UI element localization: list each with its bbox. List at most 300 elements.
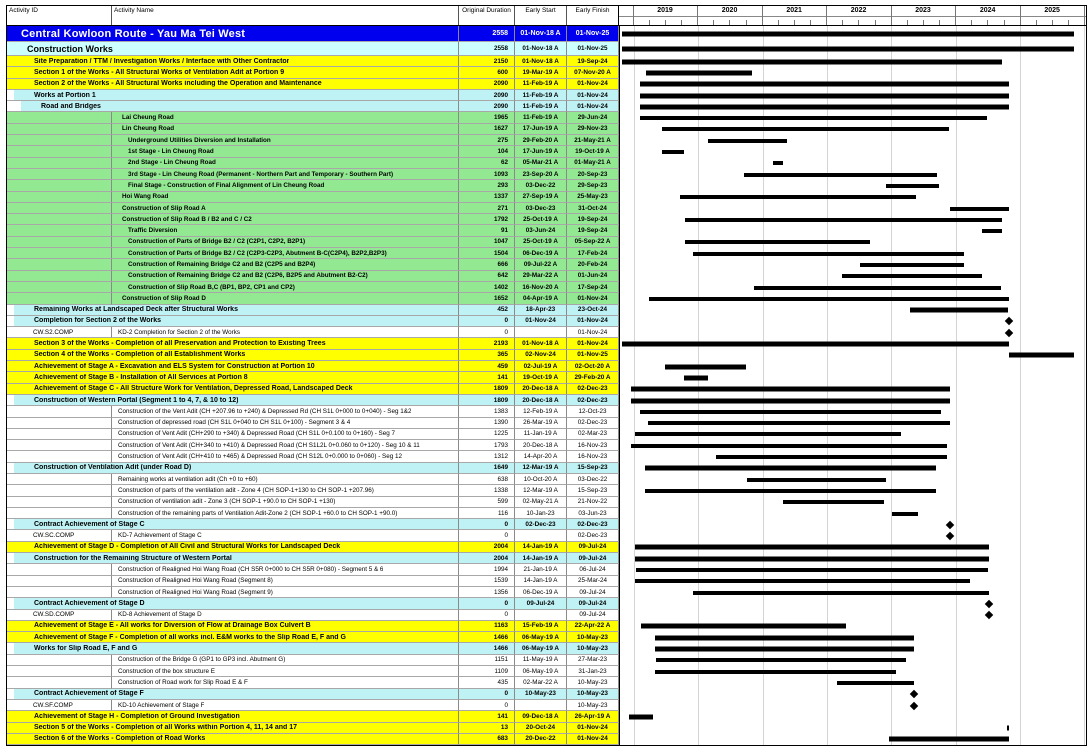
gantt-chart-cell <box>619 350 1086 361</box>
duration-cell: 293 <box>459 180 515 191</box>
early-finish-cell: 01-Nov-24 <box>567 723 619 734</box>
duration-cell: 1965 <box>459 112 515 123</box>
early-start-cell: 06-Dec-19 A <box>515 248 567 259</box>
table-header <box>7 6 1086 26</box>
gantt-row <box>7 598 1086 609</box>
activity-id-cell <box>7 576 112 587</box>
gantt-bar <box>635 556 989 561</box>
activity-band-cell <box>7 305 459 316</box>
activity-name: Construction Works <box>27 43 113 54</box>
activity-band-cell <box>7 384 459 395</box>
early-finish-cell: 09-Jul-24 <box>567 598 619 609</box>
duration-cell: 0 <box>459 700 515 711</box>
duration-cell: 0 <box>459 327 515 338</box>
early-start-cell: 01-Nov-18 A <box>515 56 567 67</box>
early-start-cell: 02-Jul-19 A <box>515 361 567 372</box>
duration-cell: 2150 <box>459 56 515 67</box>
gantt-chart-cell <box>619 632 1086 643</box>
gantt-chart-cell <box>619 576 1086 587</box>
early-finish-cell: 29-Feb-20 A <box>567 372 619 383</box>
early-finish-cell: 19-Sep-24 <box>567 56 619 67</box>
gantt-bar <box>645 466 936 471</box>
duration-cell: 1338 <box>459 485 515 496</box>
early-finish-cell: 01-Nov-25 <box>567 26 619 42</box>
duration-cell: 13 <box>459 723 515 734</box>
gantt-row <box>7 56 1086 67</box>
gantt-chart-cell <box>619 67 1086 78</box>
early-start-cell: 18-Apr-23 <box>515 305 567 316</box>
activity-name-cell <box>112 508 459 519</box>
early-finish-cell: 01-Nov-24 <box>567 327 619 338</box>
gantt-chart-cell <box>619 203 1086 214</box>
gantt-row <box>7 429 1086 440</box>
activity-name: Construction of the Vent Adit (CH +207.96 to +240) & Depressed Rd (CH S1L 0+000 to 0+040) - Seg 1&2 <box>118 407 412 415</box>
duration-cell: 1793 <box>459 440 515 451</box>
early-finish-cell: 15-Sep-23 <box>567 463 619 474</box>
duration-cell: 666 <box>459 259 515 270</box>
gantt-row <box>7 474 1086 485</box>
duration-cell: 1994 <box>459 564 515 575</box>
duration-cell: 1649 <box>459 463 515 474</box>
activity-name: Section 1 of the Works - All Structural Works of Ventilation Adit at Portion 9 <box>34 68 285 76</box>
duration-cell: 600 <box>459 67 515 78</box>
activity-name-cell <box>112 293 459 304</box>
activity-name-cell <box>112 474 459 485</box>
gantt-bar <box>1007 726 1009 731</box>
activity-id-cell <box>7 474 112 485</box>
activity-name: Lai Cheung Road <box>122 114 174 122</box>
quarter-tick <box>875 20 876 25</box>
gantt-bar <box>631 387 950 392</box>
gantt-chart-cell <box>619 112 1086 123</box>
early-finish-cell: 17-Feb-24 <box>567 248 619 259</box>
early-start-cell: 25-Oct-19 A <box>515 214 567 225</box>
gantt-chart-cell <box>619 666 1086 677</box>
duration-cell: 141 <box>459 711 515 722</box>
gantt-row <box>7 508 1086 519</box>
early-start-cell: 11-Feb-19 A <box>515 112 567 123</box>
activity-name: Contract Achievement of Stage C <box>34 520 145 528</box>
gantt-row <box>7 485 1086 496</box>
early-finish-cell: 21-May-21 A <box>567 135 619 146</box>
gantt-chart-cell <box>619 214 1086 225</box>
gantt-chart-cell <box>619 508 1086 519</box>
early-start-cell: 20-Oct-24 <box>515 723 567 734</box>
early-start-cell: 01-Nov-18 A <box>515 338 567 349</box>
activity-name: Contract Achievement of Stage D <box>34 599 145 607</box>
duration-cell: 1809 <box>459 395 515 406</box>
duration-cell: 638 <box>459 474 515 485</box>
early-start-cell: 15-Feb-19 A <box>515 621 567 632</box>
duration-cell: 1047 <box>459 237 515 248</box>
early-finish-cell: 19-Sep-24 <box>567 225 619 236</box>
gantt-chart-cell <box>619 124 1086 135</box>
duration-cell: 1093 <box>459 169 515 180</box>
activity-name: 1st Stage - Lin Cheung Road <box>128 148 214 156</box>
gantt-chart-cell <box>619 530 1086 541</box>
activity-name: KD-10 Achievement of Stage F <box>118 701 205 709</box>
gantt-chart-cell <box>619 56 1086 67</box>
gantt-chart-cell <box>619 723 1086 734</box>
activity-name: Construction of the remaining parts of Ventilation Adit-Zone 2 (CH SOP-1 +60.0 to CH SOP-1 +90.0) <box>118 509 398 517</box>
gantt-bar <box>640 82 1009 87</box>
early-start-cell <box>515 610 567 621</box>
duration-cell: 0 <box>459 316 515 327</box>
year-label: 2020 <box>721 7 738 14</box>
column-header-label: Early Start <box>525 7 556 14</box>
early-finish-cell: 03-Dec-22 <box>567 474 619 485</box>
activity-name: Works for Slip Road E, F and G <box>34 645 138 653</box>
activity-name-cell <box>112 406 459 417</box>
milestone-diamond <box>946 521 954 529</box>
gantt-bar <box>622 342 1009 347</box>
timeline-header-divider <box>619 16 1086 17</box>
activity-name: KD-7 Achievement of Stage C <box>118 532 202 540</box>
gantt-chart-cell <box>619 553 1086 564</box>
gantt-row <box>7 666 1086 677</box>
early-finish-cell: 02-Oct-20 A <box>567 361 619 372</box>
gantt-bar <box>649 297 1009 301</box>
duration-cell: 141 <box>459 372 515 383</box>
activity-name-cell <box>112 677 459 688</box>
activity-name-cell <box>112 112 459 123</box>
activity-band-cell <box>7 598 459 609</box>
duration-cell: 1539 <box>459 576 515 587</box>
column-header-original-duration <box>459 6 515 25</box>
quarter-tick <box>923 20 924 25</box>
gantt-row <box>7 338 1086 349</box>
duration-cell: 452 <box>459 305 515 316</box>
quarter-tick <box>649 20 650 25</box>
activity-name: Section 5 of the Works - Completion of all Works within Portion 4, 11, 14 and 17 <box>34 724 298 732</box>
activity-name-cell <box>112 259 459 270</box>
early-finish-cell: 01-Nov-24 <box>567 101 619 112</box>
activity-band-cell <box>7 338 459 349</box>
activity-name-cell <box>112 135 459 146</box>
column-header-early-finish <box>567 6 619 25</box>
column-header-activity-name <box>112 6 459 25</box>
activity-name: Section 3 of the Works - Completion of all Preservation and Protection to Existing Trees <box>34 340 326 348</box>
gantt-row <box>7 146 1086 157</box>
activity-name: Achievement of Stage A - Excavation and ELS System for Construction at Portion 10 <box>34 362 315 370</box>
gantt-row <box>7 384 1086 395</box>
early-finish-cell: 02-Dec-23 <box>567 530 619 541</box>
year-label: 2023 <box>915 7 931 14</box>
milestone-diamond <box>985 600 993 608</box>
gantt-row <box>7 26 1086 42</box>
activity-name: Construction of Remaining Bridge C2 and B2 (C2P5 and B2P4) <box>128 260 316 268</box>
duration-cell: 0 <box>459 519 515 530</box>
gantt-bar <box>662 127 949 131</box>
gantt-chart-cell <box>619 655 1086 666</box>
activity-name-cell <box>112 666 459 677</box>
column-header-early-start <box>515 6 567 25</box>
duration-cell: 1109 <box>459 666 515 677</box>
gantt-bar <box>685 218 1001 222</box>
gantt-row <box>7 203 1086 214</box>
activity-name-cell <box>112 180 459 191</box>
activity-name: Construction of depressed road (CH S1L 0+040 to CH S1L 0+100) - Segment 3 & 4 <box>118 419 351 427</box>
gantt-bar <box>640 410 941 414</box>
milestone-diamond <box>909 701 917 709</box>
gantt-bar <box>889 737 1009 742</box>
year-label: 2019 <box>657 7 673 14</box>
activity-id-cell <box>7 327 112 338</box>
year-boundary-line <box>697 6 698 25</box>
early-start-cell: 02-Nov-24 <box>515 350 567 361</box>
gantt-bar <box>622 59 1002 64</box>
activity-id-cell <box>7 587 112 598</box>
gantt-row <box>7 248 1086 259</box>
gantt-bar <box>645 489 936 493</box>
gantt-chart-cell <box>619 598 1086 609</box>
activity-name: Final Stage - Construction of Final Alignment of Lin Cheung Road <box>128 181 325 189</box>
activity-band-cell <box>7 79 459 90</box>
early-start-cell: 11-May-19 A <box>515 655 567 666</box>
early-finish-cell: 10-May-23 <box>567 643 619 654</box>
activity-id-cell <box>7 677 112 688</box>
activity-name: Section 2 of the Works - All Structural Works including the Operation and Maintenance <box>34 80 322 88</box>
duration-cell: 642 <box>459 271 515 282</box>
activity-band-cell <box>7 372 459 383</box>
gantt-row <box>7 282 1086 293</box>
activity-name: Construction of Road work for Slip Road E & F <box>118 678 248 686</box>
activity-band-cell <box>7 621 459 632</box>
gantt-chart-cell <box>619 146 1086 157</box>
early-start-cell: 01-Nov-18 A <box>515 26 567 42</box>
early-start-cell: 06-May-19 A <box>515 666 567 677</box>
activity-id-cell <box>7 203 112 214</box>
gantt-chart-cell <box>619 180 1086 191</box>
gantt-chart-cell <box>619 474 1086 485</box>
gantt-chart-cell <box>619 395 1086 406</box>
early-start-cell: 11-Jan-19 A <box>515 429 567 440</box>
column-header-label: Early Finish <box>575 7 610 14</box>
duration-cell: 1337 <box>459 192 515 203</box>
early-start-cell: 01-Nov-18 A <box>515 42 567 56</box>
quarter-tick <box>665 20 666 25</box>
activity-id-cell <box>7 225 112 236</box>
activity-id: CW.S2.COMP <box>33 328 74 336</box>
early-start-cell: 09-Jul-22 A <box>515 259 567 270</box>
activity-name: Achievement of Stage F - Completion of all works incl. E&M works to the Slip Road E, F and G <box>34 633 346 641</box>
activity-name: Traffic Diversion <box>128 227 178 235</box>
gantt-chart-cell <box>619 621 1086 632</box>
early-start-cell: 06-May-19 A <box>515 643 567 654</box>
milestone-diamond <box>1005 329 1013 337</box>
early-start-cell: 12-Mar-19 A <box>515 485 567 496</box>
early-start-cell: 10-Jan-23 <box>515 508 567 519</box>
early-finish-cell: 10-May-23 <box>567 700 619 711</box>
gantt-row <box>7 542 1086 553</box>
duration-cell: 1151 <box>459 655 515 666</box>
duration-cell: 1652 <box>459 293 515 304</box>
gantt-chart-cell <box>619 406 1086 417</box>
gantt-bar <box>744 173 937 177</box>
activity-id-cell <box>7 429 112 440</box>
early-start-cell: 20-Dec-22 <box>515 734 567 745</box>
activity-id-cell <box>7 700 112 711</box>
activity-name: Hoi Wang Road <box>122 193 169 201</box>
early-start-cell: 19-Mar-19 A <box>515 67 567 78</box>
activity-name: KD-8 Achievement of Stage D <box>118 611 202 619</box>
gantt-row <box>7 655 1086 666</box>
activity-id-cell <box>7 192 112 203</box>
gantt-chart-cell <box>619 610 1086 621</box>
early-start-cell: 14-Apr-20 A <box>515 451 567 462</box>
activity-name-cell <box>112 700 459 711</box>
activity-name: Construction of Realigned Hoi Wang Road (Segment 9) <box>118 588 273 596</box>
gantt-bar <box>754 286 1001 290</box>
early-finish-cell: 21-Nov-22 <box>567 497 619 508</box>
gantt-chart-cell <box>619 689 1086 700</box>
gantt-bar <box>693 591 989 595</box>
gantt-row <box>7 553 1086 564</box>
activity-name-cell <box>112 485 459 496</box>
early-finish-cell: 16-Nov-23 <box>567 451 619 462</box>
gantt-row <box>7 259 1086 270</box>
activity-band-cell <box>7 90 459 101</box>
duration-cell: 2558 <box>459 26 515 42</box>
early-finish-cell: 10-May-23 <box>567 632 619 643</box>
year-label: 2022 <box>850 7 867 14</box>
early-start-cell: 11-Feb-19 A <box>515 79 567 90</box>
activity-id: CW.SF.COMP <box>33 701 73 709</box>
gantt-bar <box>685 240 870 244</box>
gantt-body <box>7 26 1086 745</box>
early-start-cell: 02-Mar-22 A <box>515 677 567 688</box>
schedule-sheet <box>6 5 1087 746</box>
activity-name-cell <box>112 225 459 236</box>
gantt-bar <box>837 681 914 685</box>
activity-id-cell <box>7 169 112 180</box>
quarter-tick <box>746 20 747 25</box>
year-boundary-line <box>955 6 956 25</box>
gantt-bar <box>842 274 982 278</box>
early-start-cell: 11-Feb-19 A <box>515 90 567 101</box>
early-start-cell: 20-Dec-18 A <box>515 440 567 451</box>
activity-name: Construction of Vent Adit (CH+410 to +465) & Depressed Road (CH S12L 0+0.000 to 0+060) - Seg 12 <box>118 453 403 461</box>
activity-band-cell <box>7 723 459 734</box>
early-finish-cell: 01-Nov-24 <box>567 90 619 101</box>
gantt-chart-cell <box>619 338 1086 349</box>
early-finish-cell: 20-Sep-23 <box>567 169 619 180</box>
early-start-cell: 27-Sep-19 A <box>515 192 567 203</box>
gantt-bar <box>655 647 914 652</box>
gantt-bar <box>716 455 948 459</box>
activity-id-cell <box>7 508 112 519</box>
gantt-row <box>7 497 1086 508</box>
activity-band-cell <box>7 67 459 78</box>
early-finish-cell: 29-Jun-24 <box>567 112 619 123</box>
gantt-row <box>7 564 1086 575</box>
activity-band-cell <box>7 734 459 745</box>
early-start-cell: 14-Jan-19 A <box>515 576 567 587</box>
gantt-row <box>7 632 1086 643</box>
activity-name-cell <box>112 158 459 169</box>
early-finish-cell: 09-Jul-24 <box>567 610 619 621</box>
activity-name-cell <box>112 146 459 157</box>
gantt-chart-cell <box>619 225 1086 236</box>
gantt-chart-cell <box>619 429 1086 440</box>
duration-cell: 0 <box>459 689 515 700</box>
activity-name: Construction of Parts of Bridge B2 / C2 (C2P1, C2P2, B2P1) <box>128 238 306 246</box>
duration-cell: 1809 <box>459 384 515 395</box>
duration-cell: 2004 <box>459 542 515 553</box>
early-finish-cell: 03-Jun-23 <box>567 508 619 519</box>
early-finish-cell: 01-Nov-24 <box>567 734 619 745</box>
early-start-cell: 03-Jun-24 <box>515 225 567 236</box>
gantt-row <box>7 677 1086 688</box>
gantt-chart-cell <box>619 700 1086 711</box>
duration-cell: 0 <box>459 598 515 609</box>
activity-band-cell <box>7 26 459 42</box>
early-finish-cell: 01-Jun-24 <box>567 271 619 282</box>
gantt-row <box>7 293 1086 304</box>
gantt-row <box>7 440 1086 451</box>
quarter-tick <box>1004 20 1005 25</box>
duration-cell: 683 <box>459 734 515 745</box>
duration-cell: 2558 <box>459 42 515 56</box>
year-label: 2021 <box>786 7 802 14</box>
gantt-row <box>7 610 1086 621</box>
duration-cell: 1402 <box>459 282 515 293</box>
duration-cell: 2090 <box>459 90 515 101</box>
early-finish-cell: 02-Dec-23 <box>567 418 619 429</box>
activity-name-cell <box>112 530 459 541</box>
activity-name: Construction of Vent Adit (CH+340 to +410) & Depressed Road (CH S1L2L 0+0.060 to 0+120) - Seg 10 & 11 <box>118 441 420 449</box>
duration-cell: 435 <box>459 677 515 688</box>
activity-name: Construction of Realigned Hoi Wang Road (Segment 8) <box>118 577 273 585</box>
activity-band-cell <box>7 519 459 530</box>
activity-name: Construction of the box structure E <box>118 667 215 675</box>
gantt-bar <box>646 70 752 75</box>
activity-band-cell <box>7 553 459 564</box>
activity-name-cell <box>112 587 459 598</box>
activity-name: Achievement of Stage C - All Structure Work for Ventilation, Depressed Road, Landscaped Deck <box>34 385 353 393</box>
gantt-chart-cell <box>619 372 1086 383</box>
gantt-bar <box>910 308 1008 313</box>
gantt-bar <box>773 161 783 165</box>
duration-cell: 1312 <box>459 451 515 462</box>
early-start-cell: 29-Mar-22 A <box>515 271 567 282</box>
gantt-chart-cell <box>619 79 1086 90</box>
milestone-diamond <box>946 532 954 540</box>
activity-id-cell <box>7 451 112 462</box>
activity-id: CW.SC.COMP <box>33 532 75 540</box>
activity-name: Section 6 of the Works - Completion of Road Works <box>34 735 206 743</box>
early-start-cell: 14-Jan-19 A <box>515 553 567 564</box>
activity-name-cell <box>112 237 459 248</box>
gantt-bar <box>684 375 707 380</box>
early-start-cell: 20-Dec-18 A <box>515 384 567 395</box>
column-header-label: Original Duration <box>462 7 511 14</box>
early-finish-cell: 26-Apr-19 A <box>567 711 619 722</box>
activity-name: Completion for Section 2 of the Works <box>34 317 162 325</box>
duration-cell: 2090 <box>459 101 515 112</box>
activity-name: Central Kowloon Route - Yau Ma Tei West <box>21 27 246 40</box>
activity-name: Construction of parts of the ventilation adit - Zone 4 (CH SOP-1+130 to CH SOP-1 +207.96) <box>118 486 374 494</box>
gantt-row <box>7 327 1086 338</box>
gantt-row <box>7 734 1086 745</box>
gantt-row <box>7 406 1086 417</box>
gantt-row <box>7 79 1086 90</box>
early-finish-cell: 07-Nov-20 A <box>567 67 619 78</box>
gantt-row <box>7 576 1086 587</box>
early-finish-cell: 02-Dec-23 <box>567 384 619 395</box>
gantt-chart-cell <box>619 497 1086 508</box>
activity-id-cell <box>7 214 112 225</box>
